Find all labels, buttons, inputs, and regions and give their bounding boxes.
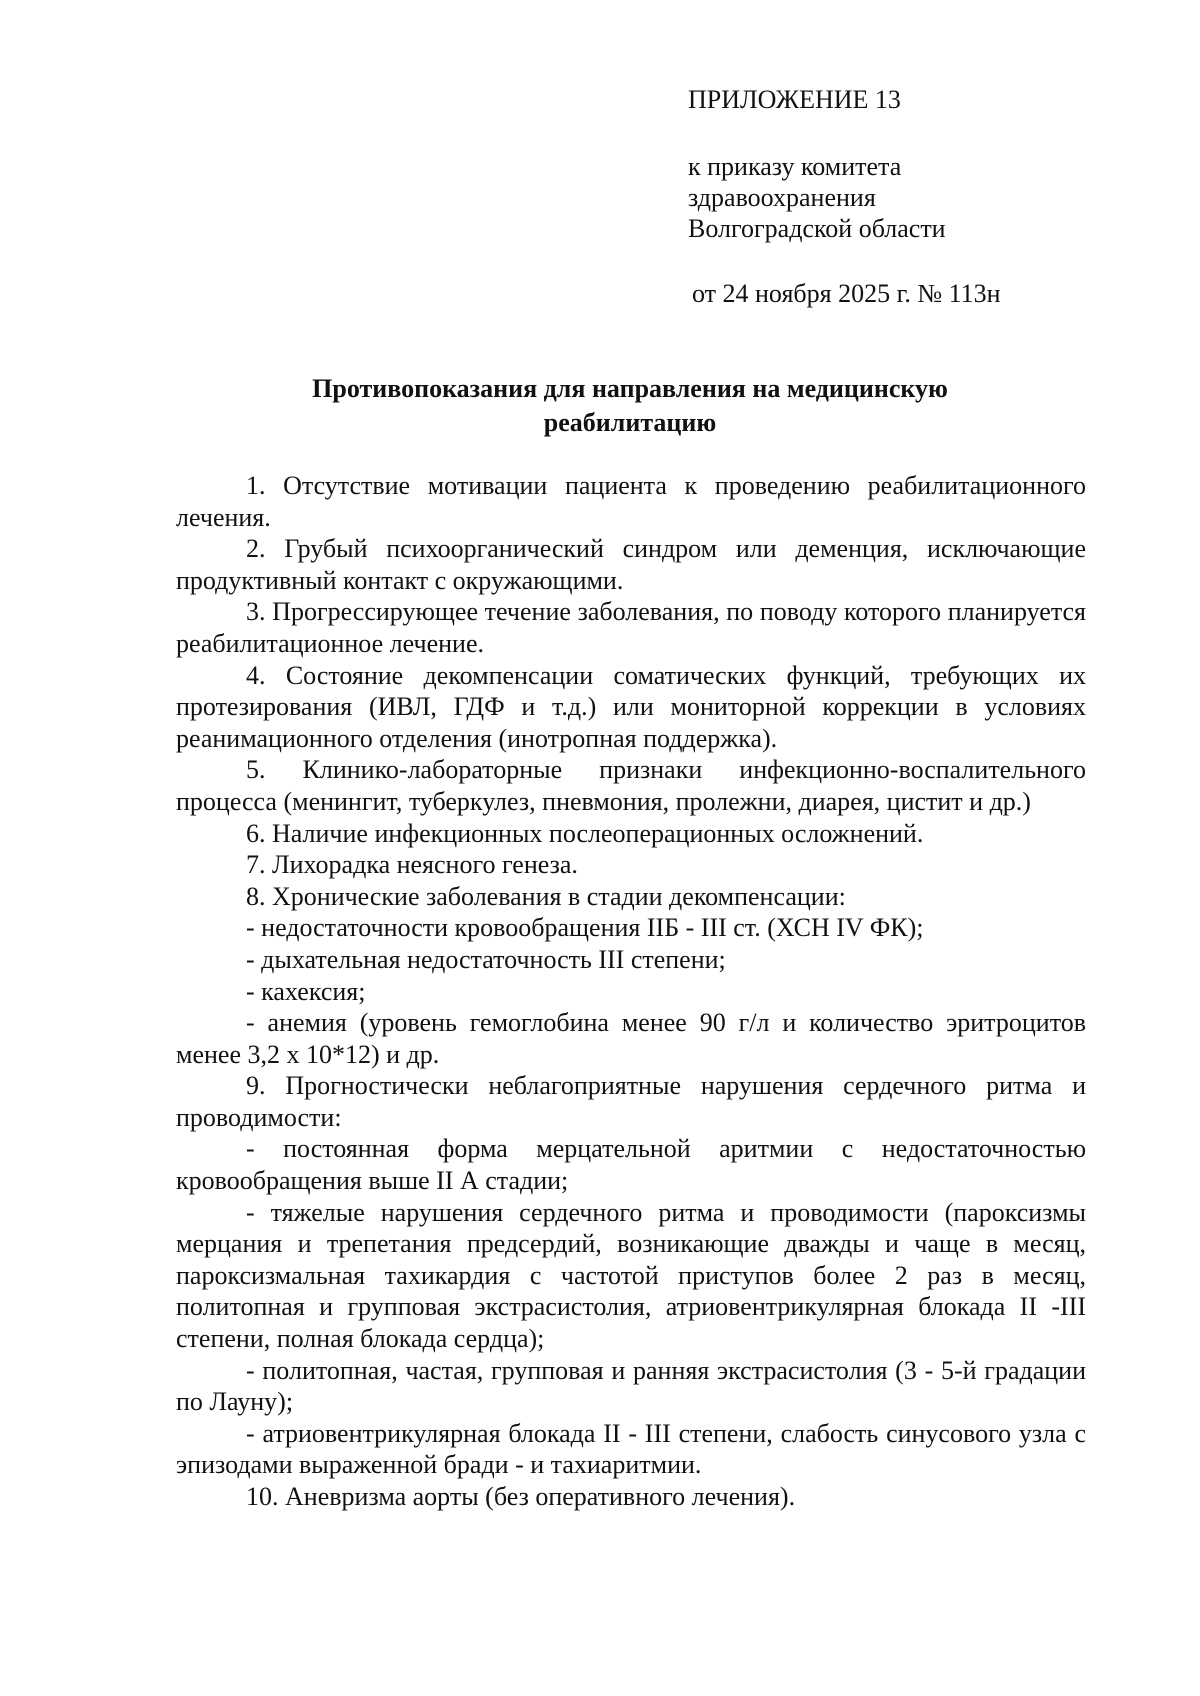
list-subitem: - атриовентрикулярная блокада II - III степени, слабость синусового узла с эпизодами выраженной бради - и тахиаритмии.	[176, 1418, 1086, 1480]
document-title-line: реабилитацию	[543, 408, 717, 437]
list-item: 1. Отсутствие мотивации пациента к проведению реабилитационного лечения.	[176, 471, 1086, 532]
document-title	[175, 372, 1085, 440]
list-subitem: - политопная, частая, групповая и ранняя экстрасистолия (3 - 5-й градации по Лауну);	[176, 1355, 1086, 1417]
list-item: 6. Наличие инфекционных послеоперационных осложнений.	[246, 818, 924, 848]
contraindications-list	[176, 470, 1086, 1513]
list-item: 7. Лихорадка неясного генеза.	[246, 850, 578, 880]
list-item: 10. Аневризма аорты (без оперативного лечения).	[246, 1482, 796, 1511]
order-reference-line: Волгоградской области	[688, 214, 946, 243]
list-subitem: - дыхательная недостаточность III степени;	[246, 944, 726, 974]
list-item: 2. Грубый психоорганический синдром или деменция, исключающие продуктивный контакт с окружающими.	[176, 534, 1086, 595]
list-subitem: - анемия (уровень гемоглобина менее 90 г/л и количество эритроцитов менее 3,2 х 10*12) и др.	[176, 1008, 1086, 1069]
list-subitem: - недостаточности кровообращения IIБ - III ст. (ХСН IV ФК);	[246, 913, 924, 943]
list-item: 4. Состояние декомпенсации соматических функций, требующих их протезирования (ИВЛ, ГДФ и т.д.) или мониторной коррекции в условиях реанимационного отделения (инотропная поддержка).	[176, 660, 1086, 753]
list-item: 5. Клинико-лабораторные признаки инфекционно-воспалительного процесса (менингит, туберкулез, пневмония, пролежни, диарея, цистит и др.)	[176, 755, 1086, 816]
order-reference-line: здравоохранения	[688, 183, 876, 212]
list-item: 9. Прогностически неблагоприятные нарушения сердечного ритма и проводимости:	[176, 1071, 1086, 1132]
list-subitem: - постоянная форма мерцательной аритмии с недостаточностью кровообращения выше II А стадии;	[176, 1134, 1086, 1196]
order-reference-line: к приказу комитета	[688, 152, 902, 181]
document-title-line: Противопоказания для направления на медицинскую	[312, 374, 948, 403]
list-item: 3. Прогрессирующее течение заболевания, по поводу которого планируется реабилитационное лечение.	[176, 597, 1086, 658]
list-subitem: - тяжелые нарушения сердечного ритма и проводимости (пароксизмы мерцания и трепетания предсердий, возникающие дважды и чаще в месяц, пароксизмальная тахикардия с частотой приступов более 2 раз в месяц, политопная и групповая экстрасистолия, атриовентрикулярная блокада II -III степени, полная блокада сердца);	[176, 1197, 1086, 1354]
order-date: от 24 ноября 2025 г. № 113н	[692, 279, 1001, 308]
appendix-number: ПРИЛОЖЕНИЕ 13	[688, 85, 901, 114]
appendix-header	[688, 84, 1148, 309]
list-subitem: - кахексия;	[246, 976, 366, 1006]
list-item: 8. Хронические заболевания в стадии декомпенсации:	[246, 881, 846, 911]
